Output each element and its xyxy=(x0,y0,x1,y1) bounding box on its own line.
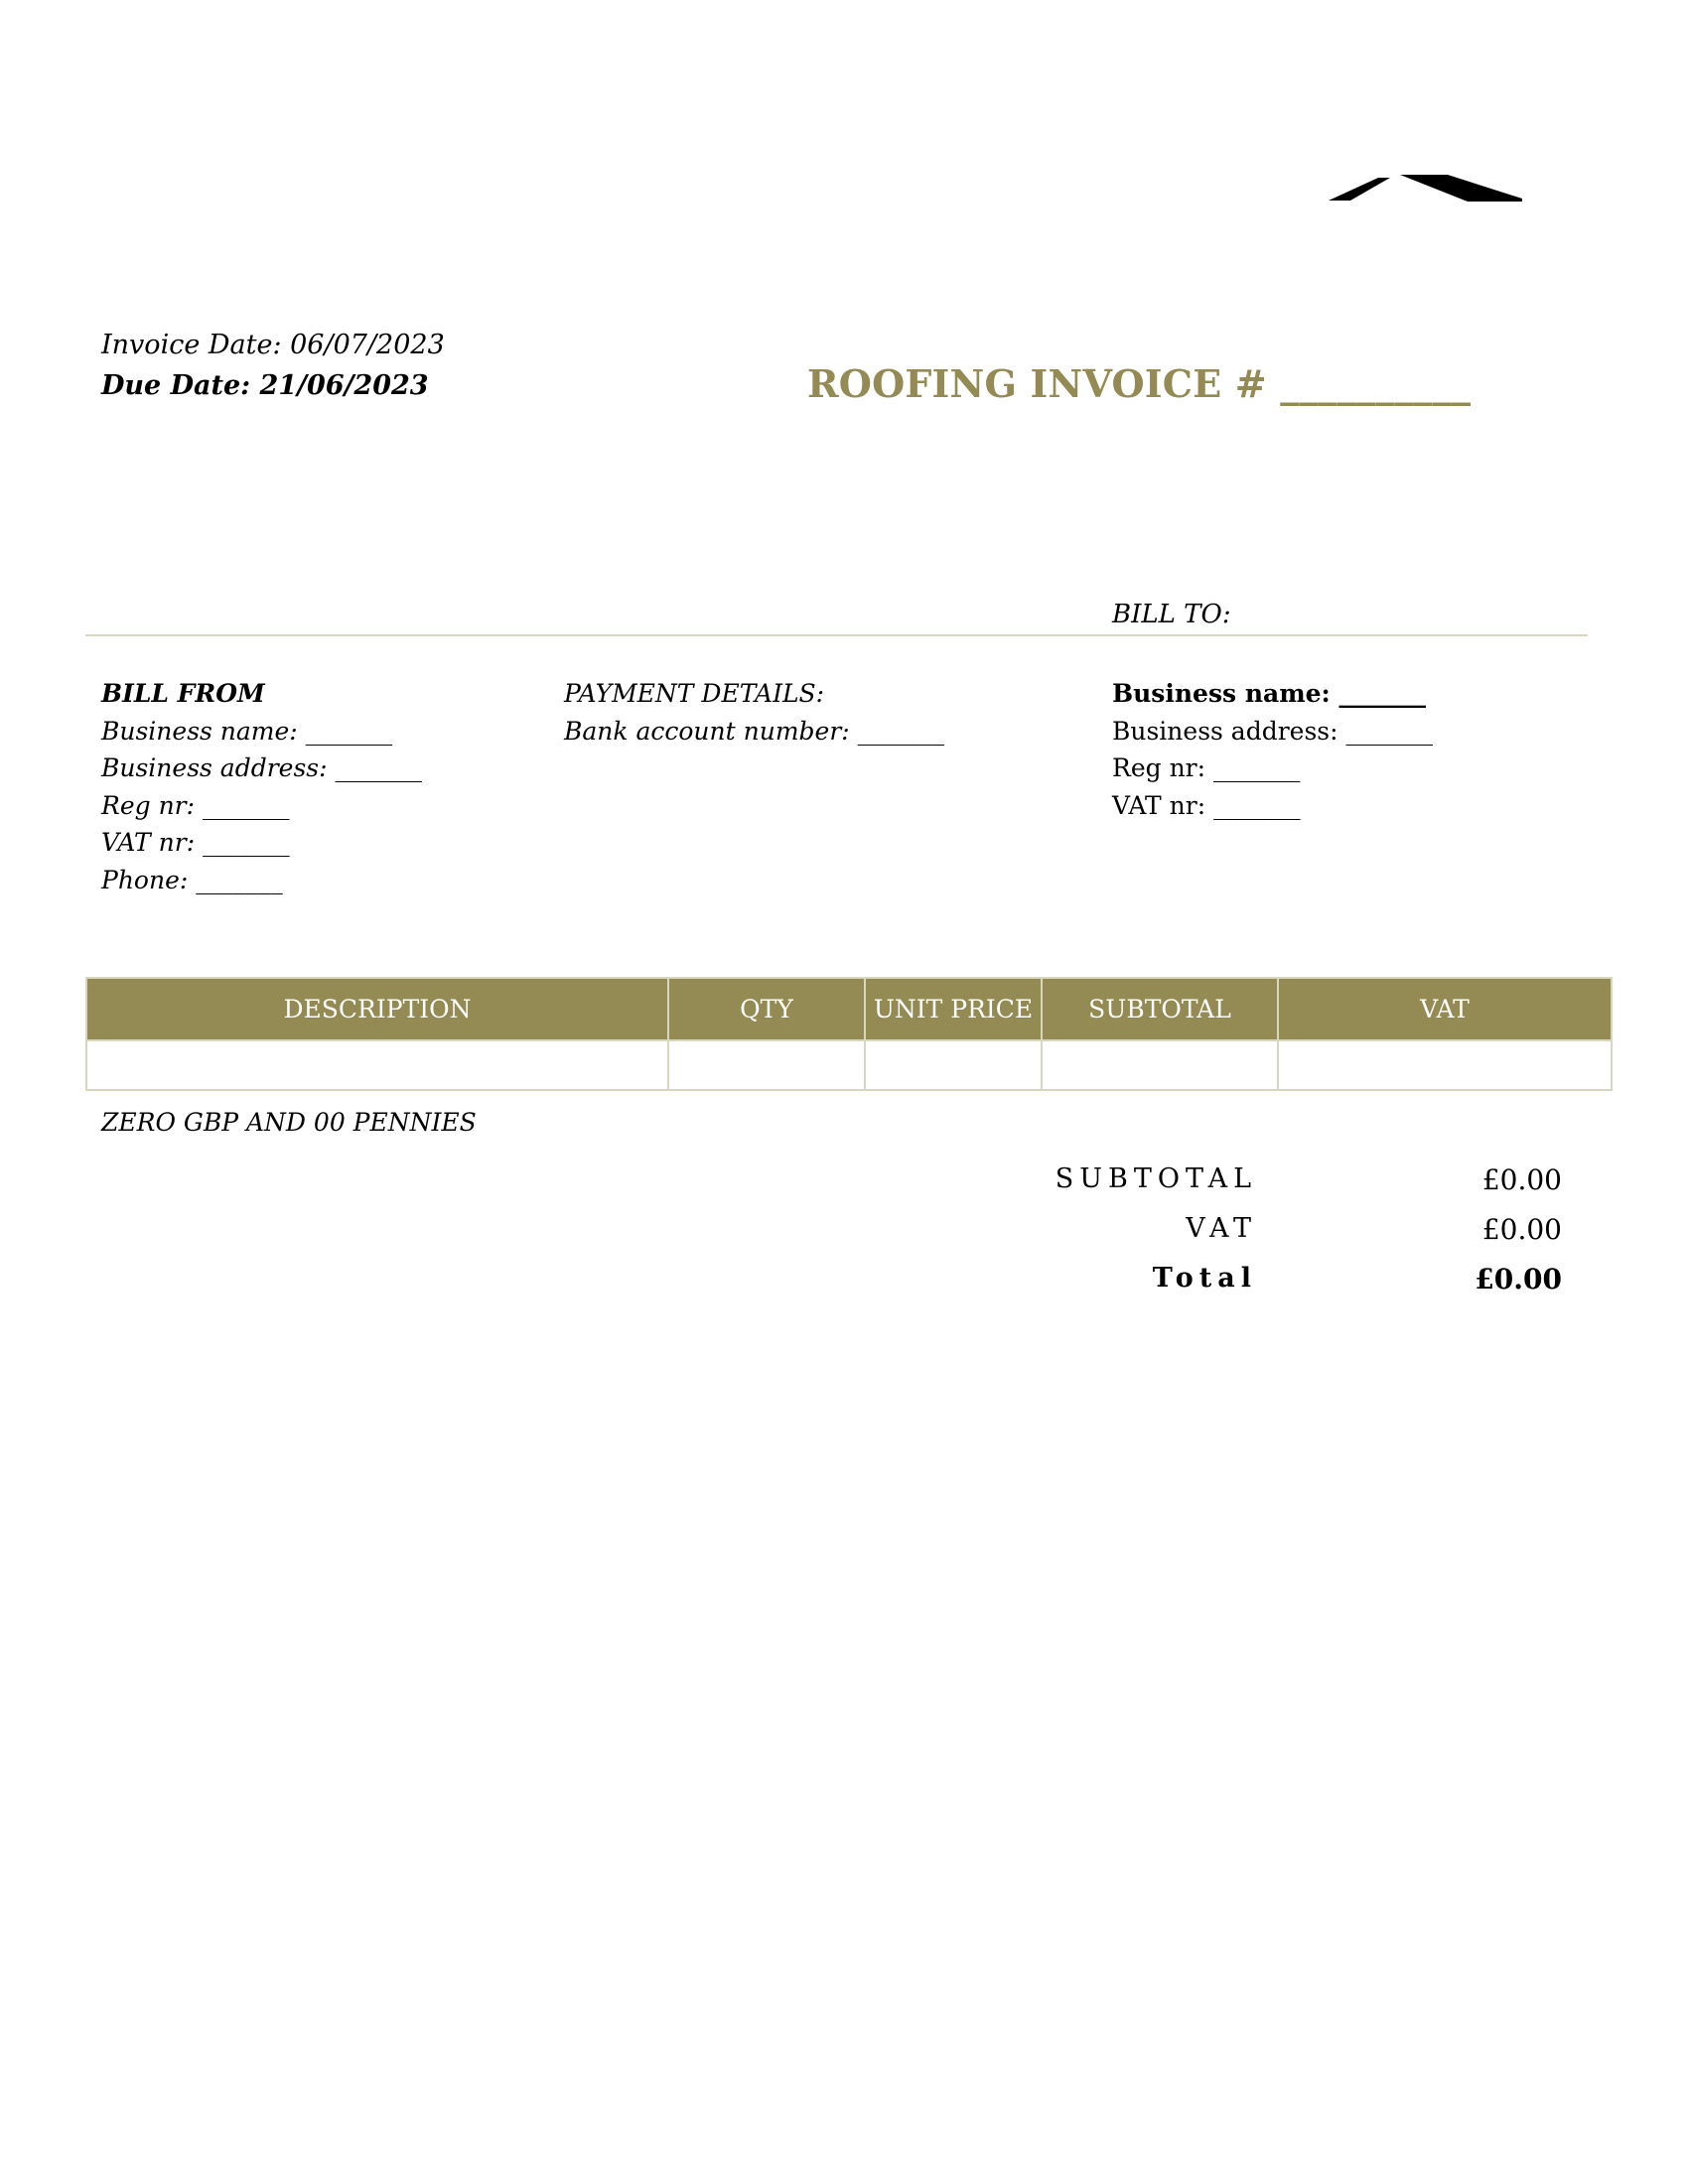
bill-to-section xyxy=(1112,675,1433,824)
total-label: Total xyxy=(1152,1263,1257,1294)
bill-from-section xyxy=(101,675,422,898)
bill-from-phone: Phone: _______ xyxy=(101,865,283,894)
vat-label: VAT xyxy=(1186,1213,1257,1244)
payment-details-heading: PAYMENT DETAILS: xyxy=(564,679,825,708)
bill-from-business-address: Business address: _______ xyxy=(101,753,422,782)
items-table xyxy=(85,977,1613,1091)
bill-from-heading: BILL FROM xyxy=(101,679,265,708)
amount-in-words: ZERO GBP AND 00 PENNIES xyxy=(101,1108,477,1137)
column-header-description: DESCRIPTION xyxy=(86,978,668,1040)
column-header-vat: VAT xyxy=(1278,978,1612,1040)
subtotal-label: SUBTOTAL xyxy=(1055,1163,1257,1194)
subtotal-value: £0.00 xyxy=(1481,1163,1562,1196)
bill-to-heading: BILL TO: xyxy=(1112,600,1231,629)
invoice-title: ROOFING INVOICE # __________ xyxy=(807,361,1472,406)
divider xyxy=(85,634,1588,636)
due-date: Due Date: 21/06/2023 xyxy=(101,370,429,401)
bill-from-business-name: Business name: _______ xyxy=(101,716,393,746)
table-cell-subtotal xyxy=(1042,1040,1278,1090)
column-header-qty: QTY xyxy=(668,978,865,1040)
bill-to-reg-nr: Reg nr: _______ xyxy=(1112,753,1301,782)
table-cell-vat xyxy=(1278,1040,1612,1090)
bank-account-number: Bank account number: _______ xyxy=(564,716,945,746)
column-header-subtotal: SUBTOTAL xyxy=(1042,978,1278,1040)
payment-details-section xyxy=(564,675,944,750)
table-header-row xyxy=(86,978,1612,1040)
bill-from-vat-nr: VAT nr: _______ xyxy=(101,828,290,857)
table-cell-description xyxy=(86,1040,668,1090)
bill-to-business-address: Business address: _______ xyxy=(1112,716,1433,746)
bill-to-business-name: Business name: _______ xyxy=(1112,679,1426,708)
vat-value: £0.00 xyxy=(1481,1213,1562,1246)
column-header-unit-price: UNIT PRICE xyxy=(865,978,1042,1040)
table-cell-qty xyxy=(668,1040,865,1090)
total-value: £0.00 xyxy=(1475,1263,1562,1296)
bill-to-vat-nr: VAT nr: _______ xyxy=(1112,790,1301,820)
invoice-date: Invoice Date: 06/07/2023 xyxy=(101,330,445,360)
table-cell-unit-price xyxy=(865,1040,1042,1090)
bill-from-reg-nr: Reg nr: _______ xyxy=(101,790,290,820)
roof-icon xyxy=(1329,169,1527,208)
table-row xyxy=(86,1040,1612,1090)
